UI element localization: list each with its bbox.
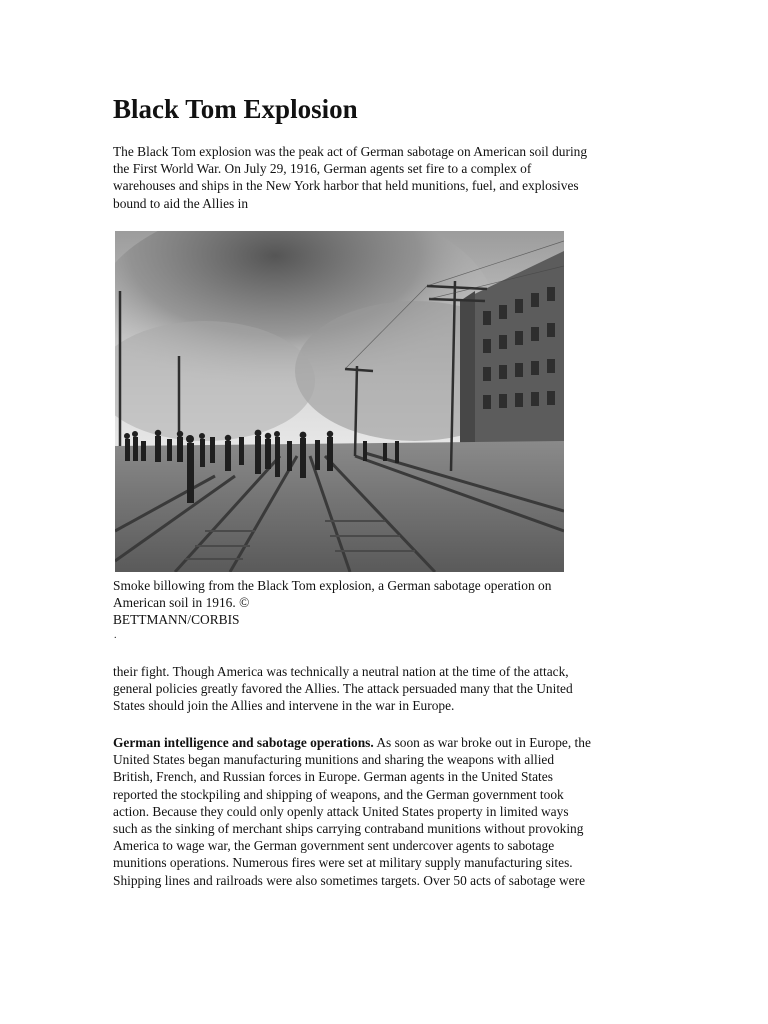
text-line: munitions operations. Numerous fires were set at military supply manufacturing sites. — [113, 855, 573, 871]
black-tom-photo — [115, 231, 564, 572]
caption-line: BETTMANN/CORBIS — [113, 612, 240, 628]
text-line: British, French, and Russian forces in Europe. German agents in the United States — [113, 769, 553, 785]
text-line: Shipping lines and railroads were also sometimes targets. Over 50 acts of sabotage were — [113, 872, 586, 888]
section-heading: German intelligence and sabotage operations. — [113, 735, 374, 750]
text-line: reported the stockpiling and shipping of weapons, and the German government took — [113, 786, 564, 802]
article-title: Black Tom Explosion — [113, 94, 358, 124]
sabotage-section-paragraph — [113, 734, 658, 889]
text-line: States should join the Allies and intervene in the war in Europe. — [113, 698, 455, 714]
intro-paragraph — [113, 143, 658, 212]
text-line: the First World War. On July 29, 1916, German agents set fire to a complex of — [113, 161, 532, 177]
text-line: bound to aid the Allies in — [113, 195, 249, 211]
trailing-mark: . — [114, 630, 117, 641]
continuation-paragraph — [113, 663, 658, 715]
section-first-line-rest: As soon as war broke out in Europe, the — [373, 735, 591, 750]
text-line: America to wage war, the German government sent undercover agents to sabotage — [113, 838, 555, 854]
text-line — [113, 734, 658, 751]
caption-line: American soil in 1916. © — [113, 595, 250, 611]
text-line: warehouses and ships in the New York harbor that held munitions, fuel, and explosives — [113, 178, 579, 194]
text-line: action. Because they could only openly attack United States property in limited ways — [113, 803, 569, 819]
photo-caption — [113, 577, 551, 629]
text-line: United States began manufacturing munitions and sharing the weapons with allied — [113, 752, 555, 768]
photo-illustration — [115, 231, 564, 572]
text-line: The Black Tom explosion was the peak act of German sabotage on American soil during — [113, 144, 588, 159]
text-line: their fight. Though America was technically a neutral nation at the time of the attack, — [113, 664, 569, 679]
text-line: general policies greatly favored the Allies. The attack persuaded many that the United — [113, 681, 573, 697]
text-line: such as the sinking of merchant ships carrying contraband munitions without provoking — [113, 821, 584, 837]
caption-line: Smoke billowing from the Black Tom explosion, a German sabotage operation on — [113, 578, 552, 593]
